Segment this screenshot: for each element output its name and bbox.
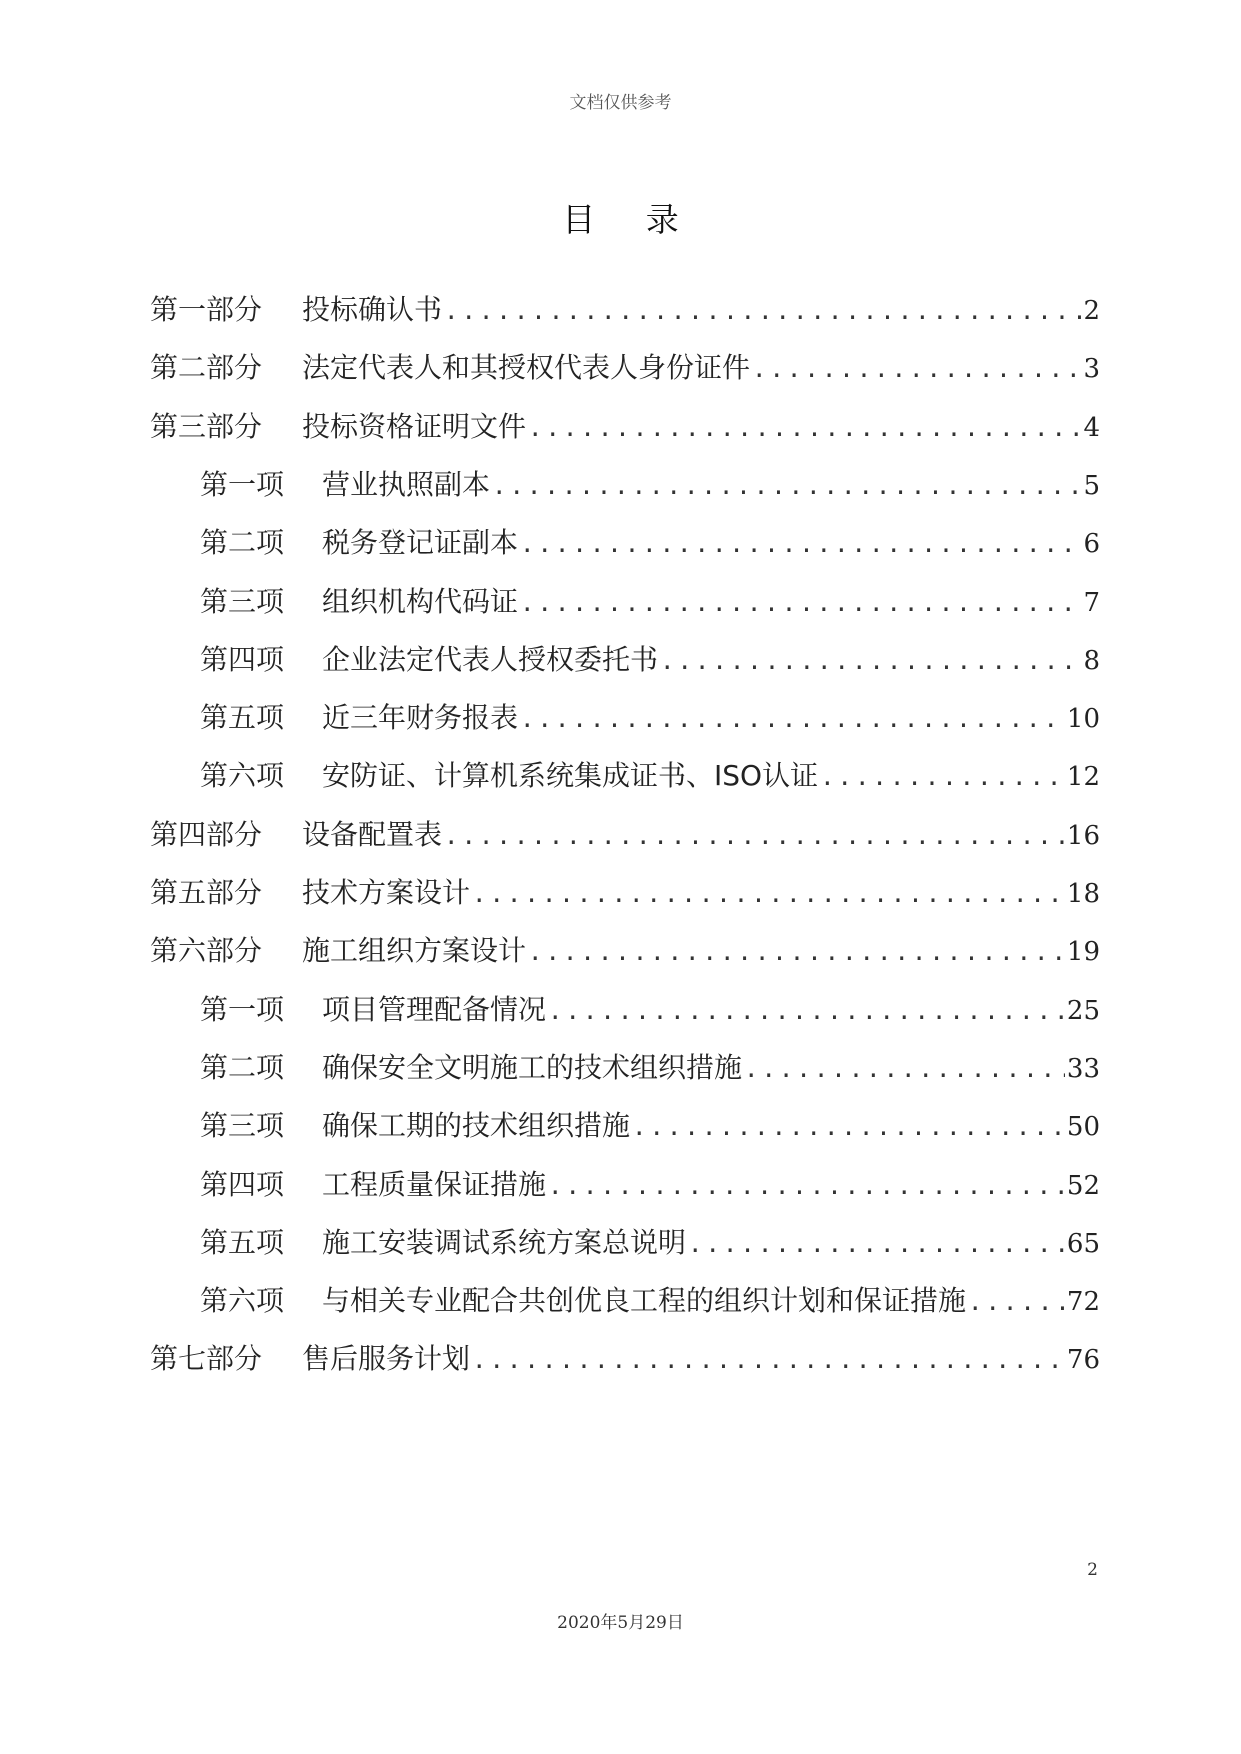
toc-entry-title: 确保安全文明施工的技术组织措施 [322,1050,743,1084]
toc-entry-title: 法定代表人和其授权代表人身份证件 [302,351,751,385]
toc-entry[interactable] [200,465,1100,505]
toc-dot-leader [688,1224,1065,1264]
toc-entry-title: 施工组织方案设计 [302,934,527,968]
toc-dot-leader [660,641,1081,681]
toc-entry-title: 与相关专业配合共创优良工程的组织计划和保证措施 [322,1284,967,1318]
toc-entry-page: 7 [1083,587,1100,618]
toc-entry-number: 第六项 [200,759,285,793]
toc-dot-leader [968,1282,1065,1322]
toc-entry-title: 设备配置表 [302,817,443,851]
toc-dot-leader [444,816,1065,856]
toc-entry[interactable] [200,990,1100,1030]
toc-entry-number: 第四部分 [150,817,263,851]
toc-entry-number: 第五项 [200,1225,285,1259]
toc-entry-title: 技术方案设计 [302,876,471,909]
toc-entry-title: 企业法定代表人授权委托书 [322,642,659,676]
toc-entry-page: 6 [1083,529,1100,560]
toc-entry[interactable] [200,1223,1100,1263]
toc-entry[interactable] [150,815,1100,855]
toc-entry[interactable] [150,290,1100,330]
toc-entry-page: 3 [1083,354,1100,385]
toc-dot-leader [528,932,1065,972]
toc-dot-leader [632,1107,1065,1147]
toc-entry-number: 第五项 [200,701,285,735]
toc-entry-page: 10 [1066,704,1100,735]
toc-entry-title: 确保工期的技术组织措施 [322,1109,631,1143]
toc-dot-leader [520,699,1065,739]
toc-entry-title: 投标确认书 [302,293,443,326]
toc-entry-page: 2 [1083,296,1100,326]
toc-entry-page: 5 [1083,470,1100,501]
toc-entry-page: 4 [1083,412,1100,443]
toc-entry-number: 第四项 [200,642,285,676]
toc-entry-page: 12 [1066,762,1100,793]
toc-entry-number: 第二项 [200,1050,285,1084]
toc-entry-page: 65 [1066,1228,1100,1259]
toc-dot-leader [820,757,1065,797]
toc-entry-number: 第三项 [200,584,285,618]
toc-entry[interactable] [200,756,1100,796]
toc-entry[interactable] [200,523,1100,563]
header-note: 文档仅供参考 [569,93,672,113]
toc-entry-page: 18 [1066,879,1100,909]
toc-entry-number: 第五部分 [150,876,263,909]
toc-entry[interactable] [150,873,1100,913]
toc-entry-number: 第七部分 [150,1342,263,1376]
toc-entry-title: 组织机构代码证 [322,584,519,618]
toc-entry[interactable] [200,1165,1100,1205]
toc-entry[interactable] [200,1106,1100,1146]
toc-dot-leader [528,408,1081,448]
toc-entry-number: 第二部分 [150,351,263,385]
toc-entry-page: 72 [1066,1287,1100,1318]
toc-entry-title: 安防证、计算机系统集成证书、ISO认证 [322,759,819,793]
toc-entry[interactable] [150,931,1100,971]
toc-entry-title: 投标资格证明文件 [302,409,527,443]
toc-entry-page: 25 [1066,995,1100,1026]
toc-entry-number: 第六项 [200,1284,285,1318]
toc-entry-page: 8 [1083,645,1100,676]
toc-entry-number: 第三部分 [150,409,263,443]
toc-entry[interactable] [200,1281,1100,1321]
toc-entry-page: 19 [1066,937,1100,968]
toc-entry-number: 第六部分 [150,934,263,968]
toc-entry[interactable] [150,348,1100,388]
toc-dot-leader [752,349,1081,389]
toc-entry-number: 第一项 [200,467,285,501]
toc-entry-page: 76 [1066,1345,1100,1376]
toc-entry-title: 近三年财务报表 [322,701,519,735]
toc-entry[interactable] [200,698,1100,738]
toc-dot-leader [472,1340,1065,1380]
toc-dot-leader [520,524,1081,564]
toc-dot-leader [472,874,1065,914]
toc-entry-page: 50 [1066,1112,1100,1143]
toc-dot-leader [548,1166,1065,1206]
toc-entry-page: 16 [1066,820,1100,851]
toc-entry-number: 第三项 [200,1109,285,1143]
toc-dot-leader [548,991,1065,1031]
toc-dot-leader [520,583,1081,623]
toc-entry-number: 第一项 [200,992,285,1026]
toc-entry-title: 售后服务计划 [302,1342,471,1376]
toc-entry-title: 项目管理配备情况 [322,992,547,1026]
toc-entry-title: 税务登记证副本 [322,526,519,560]
toc-entry[interactable] [150,1339,1100,1379]
page-title: 目 录 [562,200,699,239]
toc-entry-page: 33 [1066,1053,1100,1084]
toc-entry-number: 第二项 [200,526,285,560]
footer-date: 2020年5月29日 [557,1613,684,1633]
toc-entry-page: 52 [1066,1170,1100,1201]
toc-dot-leader [744,1049,1065,1089]
toc-entry[interactable] [150,407,1100,447]
toc-entry-number: 第四项 [200,1167,285,1201]
toc-entry[interactable] [200,582,1100,622]
page-number: 2 [1087,1560,1098,1580]
toc-entry-number: 第一部分 [150,293,263,326]
toc-entry[interactable] [200,1048,1100,1088]
toc-dot-leader [444,291,1081,331]
toc-dot-leader [492,466,1081,506]
toc-entry[interactable] [200,640,1100,680]
toc-entry-title: 工程质量保证措施 [322,1167,547,1201]
toc-entry-title: 施工安装调试系统方案总说明 [322,1225,687,1259]
toc-entry-title: 营业执照副本 [322,467,491,501]
